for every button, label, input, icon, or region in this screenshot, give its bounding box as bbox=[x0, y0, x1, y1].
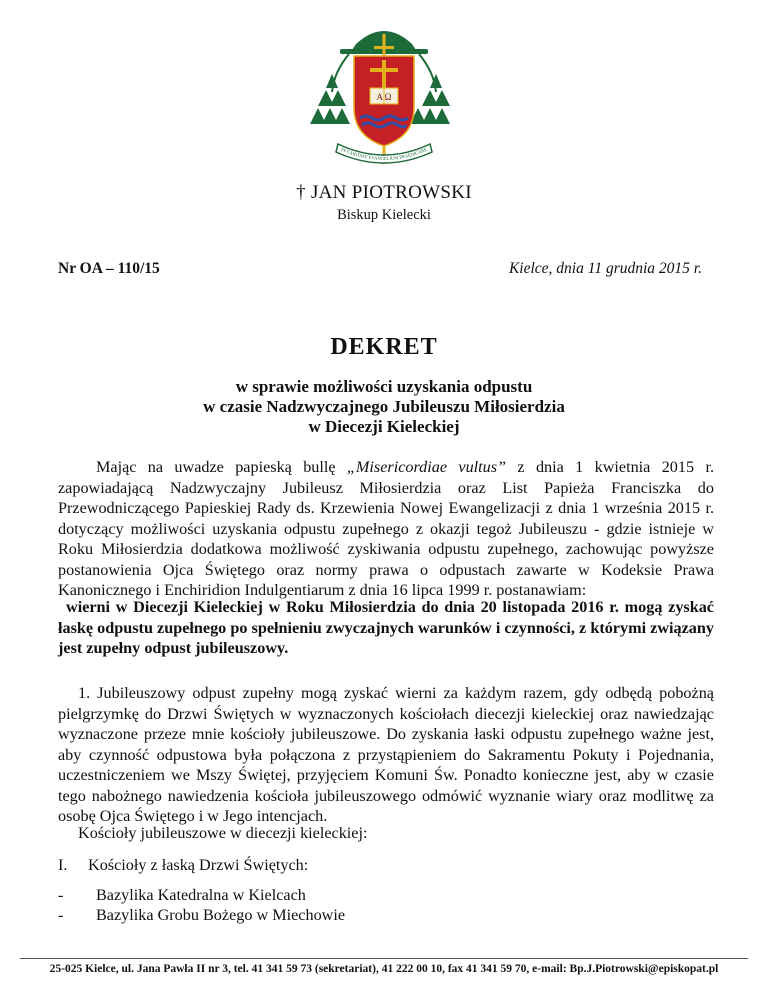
coat-of-arms bbox=[304, 12, 464, 172]
church-name: Bazylika Katedralna w Kielcach bbox=[96, 886, 306, 904]
tassels-left bbox=[310, 74, 350, 124]
subject-line: w czasie Nadzwyczajnego Jubileuszu Miłosierdzia bbox=[203, 397, 565, 416]
list-marker: - bbox=[58, 886, 64, 904]
church-name: Bazylika Grobu Bożego w Miechowie bbox=[96, 906, 346, 924]
footer-address: 25-025 Kielce, ul. Jana Pawła II nr 3, tel. 41 341 59 73 (sekretariat), 41 222 00 10, fax 41 341 59 70, e-mail: Bp.J.Piotrowski@episkopat.pl bbox=[49, 963, 719, 975]
section-title: Kościoły z łaską Drzwi Świętych: bbox=[88, 856, 309, 874]
document-subject bbox=[0, 377, 768, 437]
cross-bar bbox=[374, 46, 394, 49]
book-letters: A Ω bbox=[376, 92, 392, 102]
tassels-right bbox=[410, 74, 450, 124]
footer-divider bbox=[20, 958, 748, 959]
motto-text: IN CARITATE EVANGELIUM PRAEDICARE bbox=[340, 146, 428, 162]
churches-list bbox=[58, 885, 345, 925]
preamble-paragraph bbox=[58, 457, 714, 601]
point-1-paragraph: 1. Jubileuszowy odpust zupełny mogą zyskać wierni za każdym razem, gdy odbędą pobożną pielgrzymkę do Drzwi Świętych w wyznaczonych kościołach diecezji kieleckiej oraz nawiedzając wyznaczone przeze mnie kościoły jubileuszowe. Do zyskania łaski odpustu zupełnego ważne jest, aby czynność odpustowa była połączona z przystąpieniem do Sakramentu Pokuty i Pojednania, uczestniczeniem we Mszy Świętej, przyjęciem Komuni Św. Ponadto konieczne jest, aby w czasie tego nabożnego nawiedzenia kościoła jubileuszowego odmówić wyznanie wiary oraz modlitwę za osobę Ojca Świętego i w Jego intencjach. bbox=[58, 684, 714, 825]
subject-line: w sprawie możliwości uzyskania odpustu bbox=[235, 377, 533, 396]
bishop-title: Biskup Kielecki bbox=[337, 207, 431, 223]
bishop-name: † JAN PIOTROWSKI bbox=[296, 182, 472, 203]
section-number: I. bbox=[58, 856, 68, 874]
document-date: Kielce, dnia 11 grudnia 2015 r. bbox=[508, 260, 702, 277]
preamble-rest: z dnia 1 kwietnia 2015 r. zapowiadającą Nadzwyczajny Jubileusz Miłosierdzia oraz List Papieża Franciszka do Przewodniczącego Papieskiej Rady ds. Krzewienia Nowej Ewangelizacji z dnia 1 września 2015 r. dotyczący możliwości uzyskania odpustu zupełnego z okazji tegoż Jubileuszu - gdzie istnieje w Roku Miłosierdzia dodatkowa możliwość zyskiwania odpustu zupełnego, zachowując powyższe postanowienia Ojca Świętego oraz normy prawa o odpustach zawarte w Kodeksie Prawa Kanonicznego i Enchiridion Indulgentiarum z dnia 16 lipca 1999 r. postanawiam: bbox=[58, 458, 714, 599]
list-item bbox=[58, 905, 345, 925]
churches-heading: Kościoły jubileuszowe w diecezji kieleckiej: bbox=[78, 824, 368, 842]
list-item bbox=[58, 885, 345, 905]
decision-paragraph: wierni w Diecezji Kieleckiej w Roku Miłosierdzia do dnia 20 listopada 2016 r. mogą zyskać łaskę odpustu zupełnego po spełnieniu zwyczajnych warunków i czynności, z którymi związany jest zupełny odpust jubileuszowy. bbox=[58, 598, 714, 657]
document-title: DEKRET bbox=[330, 334, 438, 360]
subject-line: w Diecezji Kieleckiej bbox=[308, 417, 460, 436]
bull-title: „Misericordiae vultus” bbox=[346, 458, 507, 476]
preamble-start: Mając na uwadze papieską bullę bbox=[96, 458, 347, 476]
reference-number: Nr OA – 110/15 bbox=[58, 260, 160, 277]
list-marker: - bbox=[58, 906, 64, 924]
section-heading bbox=[58, 855, 714, 876]
